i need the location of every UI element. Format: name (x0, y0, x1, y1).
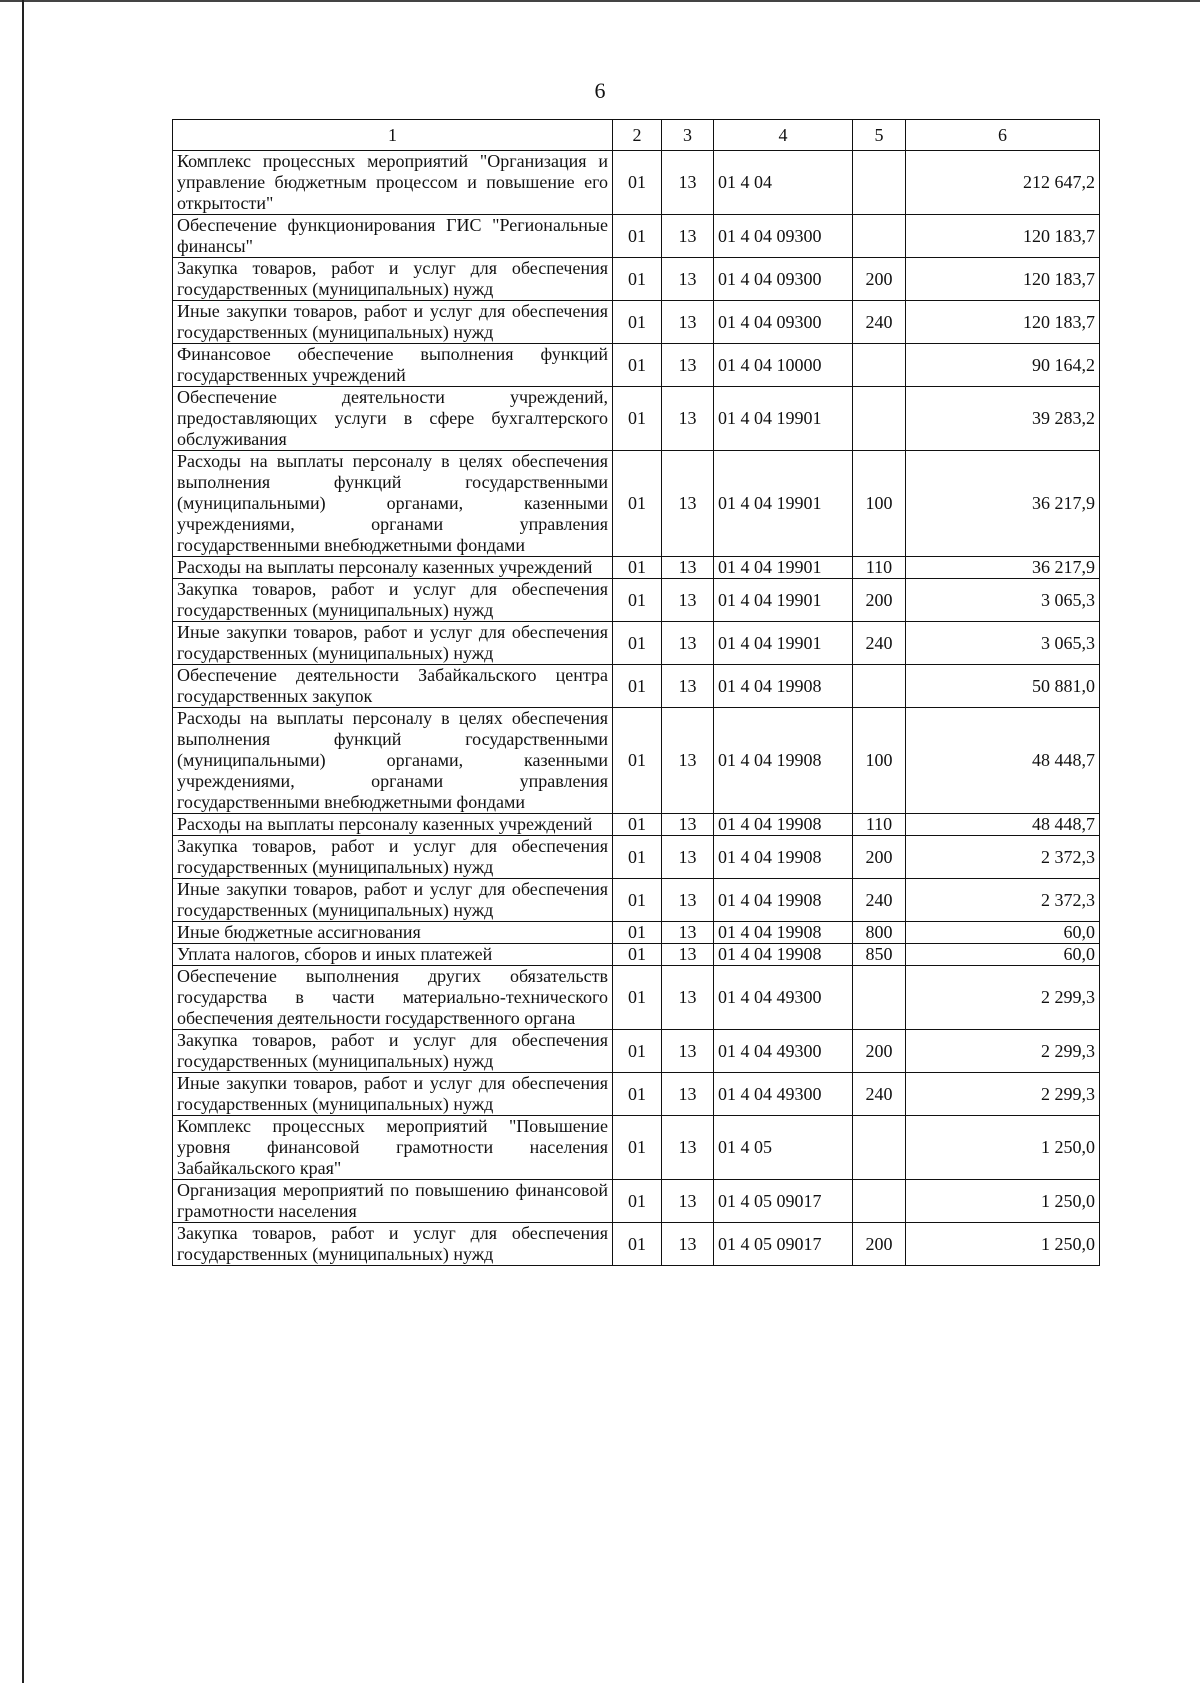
row-name-cell: Иные закупки товаров, работ и услуг для обеспечения государственных (муниципальных) нужд (173, 1073, 613, 1116)
row-target-article-cell: 01 4 04 09300 (714, 258, 853, 301)
row-subsection-cell: 13 (662, 1073, 714, 1116)
row-name-cell: Обеспечение выполнения других обязательств государства в части материально-технического обеспечения деятельности государственного органа (173, 966, 613, 1030)
row-name-cell: Расходы на выплаты персоналу казенных учреждений (173, 814, 613, 836)
row-section-cell: 01 (613, 344, 662, 387)
row-amount-cell: 90 164,2 (906, 344, 1100, 387)
row-amount-cell: 2 299,3 (906, 1030, 1100, 1073)
row-name-cell: Организация мероприятий по повышению финансовой грамотности населения (173, 1180, 613, 1223)
row-section-cell: 01 (613, 966, 662, 1030)
table-row (173, 966, 1100, 1030)
table-row (173, 665, 1100, 708)
row-expense-type-cell: 100 (853, 451, 906, 557)
row-section-cell: 01 (613, 814, 662, 836)
header-col-5: 5 (853, 120, 906, 151)
row-name-cell: Иные закупки товаров, работ и услуг для обеспечения государственных (муниципальных) нужд (173, 879, 613, 922)
row-name-cell: Расходы на выплаты персоналу в целях обеспечения выполнения функций государственными (муниципальными) органами, казенными учреждениями, органами управления государственными внебюджетными фондами (173, 708, 613, 814)
row-expense-type-cell: 200 (853, 579, 906, 622)
table-row (173, 1223, 1100, 1266)
table-row (173, 1180, 1100, 1223)
row-amount-cell: 2 299,3 (906, 966, 1100, 1030)
row-name-cell: Расходы на выплаты персоналу казенных учреждений (173, 557, 613, 579)
row-expense-type-cell: 110 (853, 814, 906, 836)
header-col-4: 4 (714, 120, 853, 151)
row-amount-cell: 3 065,3 (906, 622, 1100, 665)
table-row (173, 258, 1100, 301)
row-expense-type-cell: 200 (853, 258, 906, 301)
scan-edge-top (0, 0, 1200, 2)
row-amount-cell: 48 448,7 (906, 708, 1100, 814)
row-name-cell: Иные закупки товаров, работ и услуг для обеспечения государственных (муниципальных) нужд (173, 301, 613, 344)
row-subsection-cell: 13 (662, 215, 714, 258)
table-row (173, 922, 1100, 944)
row-subsection-cell: 13 (662, 1116, 714, 1180)
page-number: 6 (594, 78, 606, 103)
row-expense-type-cell (853, 344, 906, 387)
row-subsection-cell: 13 (662, 622, 714, 665)
row-target-article-cell: 01 4 04 19908 (714, 879, 853, 922)
row-subsection-cell: 13 (662, 344, 714, 387)
table-header-row (173, 120, 1100, 151)
row-amount-cell: 60,0 (906, 944, 1100, 966)
row-subsection-cell: 13 (662, 387, 714, 451)
header-col-2: 2 (613, 120, 662, 151)
row-subsection-cell: 13 (662, 879, 714, 922)
row-expense-type-cell: 240 (853, 1073, 906, 1116)
row-name-cell: Финансовое обеспечение выполнения функций государственных учреждений (173, 344, 613, 387)
row-subsection-cell: 13 (662, 151, 714, 215)
row-amount-cell: 1 250,0 (906, 1223, 1100, 1266)
table-row (173, 387, 1100, 451)
row-expense-type-cell (853, 1116, 906, 1180)
row-amount-cell: 2 372,3 (906, 836, 1100, 879)
header-col-1: 1 (173, 120, 613, 151)
row-expense-type-cell: 110 (853, 557, 906, 579)
table-row (173, 814, 1100, 836)
table-row (173, 215, 1100, 258)
row-section-cell: 01 (613, 1073, 662, 1116)
row-amount-cell: 48 448,7 (906, 814, 1100, 836)
row-expense-type-cell: 200 (853, 1030, 906, 1073)
row-amount-cell: 212 647,2 (906, 151, 1100, 215)
row-section-cell: 01 (613, 301, 662, 344)
row-target-article-cell: 01 4 04 19901 (714, 387, 853, 451)
row-name-cell: Закупка товаров, работ и услуг для обеспечения государственных (муниципальных) нужд (173, 836, 613, 879)
row-target-article-cell: 01 4 04 19908 (714, 814, 853, 836)
table-row (173, 301, 1100, 344)
table-row (173, 622, 1100, 665)
row-expense-type-cell (853, 387, 906, 451)
table-row (173, 1073, 1100, 1116)
row-section-cell: 01 (613, 879, 662, 922)
row-section-cell: 01 (613, 665, 662, 708)
row-target-article-cell: 01 4 04 19908 (714, 944, 853, 966)
table-row (173, 557, 1100, 579)
row-target-article-cell: 01 4 04 (714, 151, 853, 215)
row-section-cell: 01 (613, 1180, 662, 1223)
row-target-article-cell: 01 4 04 09300 (714, 301, 853, 344)
table-row (173, 836, 1100, 879)
row-expense-type-cell: 800 (853, 922, 906, 944)
table-row (173, 879, 1100, 922)
row-subsection-cell: 13 (662, 301, 714, 344)
row-expense-type-cell (853, 1180, 906, 1223)
row-name-cell: Комплекс процессных мероприятий "Повышение уровня финансовой грамотности населения Забайкальского края" (173, 1116, 613, 1180)
row-expense-type-cell: 200 (853, 1223, 906, 1266)
row-subsection-cell: 13 (662, 836, 714, 879)
row-amount-cell: 39 283,2 (906, 387, 1100, 451)
row-target-article-cell: 01 4 04 10000 (714, 344, 853, 387)
row-amount-cell: 1 250,0 (906, 1116, 1100, 1180)
row-section-cell: 01 (613, 215, 662, 258)
row-expense-type-cell: 100 (853, 708, 906, 814)
row-subsection-cell: 13 (662, 557, 714, 579)
row-expense-type-cell: 200 (853, 836, 906, 879)
row-name-cell: Обеспечение деятельности учреждений, предоставляющих услуги в сфере бухгалтерского обслуживания (173, 387, 613, 451)
row-target-article-cell: 01 4 04 19901 (714, 451, 853, 557)
row-subsection-cell: 13 (662, 451, 714, 557)
row-section-cell: 01 (613, 258, 662, 301)
row-amount-cell: 120 183,7 (906, 215, 1100, 258)
row-amount-cell: 2 372,3 (906, 879, 1100, 922)
row-section-cell: 01 (613, 151, 662, 215)
row-name-cell: Обеспечение деятельности Забайкальского центра государственных закупок (173, 665, 613, 708)
row-amount-cell: 3 065,3 (906, 579, 1100, 622)
table-row (173, 451, 1100, 557)
row-subsection-cell: 13 (662, 966, 714, 1030)
row-section-cell: 01 (613, 1030, 662, 1073)
row-amount-cell: 36 217,9 (906, 557, 1100, 579)
row-expense-type-cell (853, 665, 906, 708)
row-section-cell: 01 (613, 708, 662, 814)
budget-table (172, 119, 1100, 1266)
row-amount-cell: 120 183,7 (906, 301, 1100, 344)
row-target-article-cell: 01 4 04 19901 (714, 557, 853, 579)
row-subsection-cell: 13 (662, 922, 714, 944)
row-target-article-cell: 01 4 04 19901 (714, 622, 853, 665)
row-target-article-cell: 01 4 04 19908 (714, 708, 853, 814)
header-col-3: 3 (662, 120, 714, 151)
row-name-cell: Иные бюджетные ассигнования (173, 922, 613, 944)
row-section-cell: 01 (613, 557, 662, 579)
row-section-cell: 01 (613, 1223, 662, 1266)
row-target-article-cell: 01 4 04 19908 (714, 836, 853, 879)
row-target-article-cell: 01 4 04 49300 (714, 966, 853, 1030)
row-expense-type-cell (853, 966, 906, 1030)
row-section-cell: 01 (613, 451, 662, 557)
row-subsection-cell: 13 (662, 814, 714, 836)
row-target-article-cell: 01 4 04 49300 (714, 1030, 853, 1073)
row-name-cell: Закупка товаров, работ и услуг для обеспечения государственных (муниципальных) нужд (173, 258, 613, 301)
row-name-cell: Иные закупки товаров, работ и услуг для обеспечения государственных (муниципальных) нужд (173, 622, 613, 665)
row-subsection-cell: 13 (662, 708, 714, 814)
row-expense-type-cell (853, 151, 906, 215)
row-subsection-cell: 13 (662, 258, 714, 301)
row-target-article-cell: 01 4 04 19908 (714, 922, 853, 944)
row-amount-cell: 60,0 (906, 922, 1100, 944)
row-section-cell: 01 (613, 622, 662, 665)
table-row (173, 579, 1100, 622)
scan-edge-left (22, 0, 24, 1683)
row-target-article-cell: 01 4 05 09017 (714, 1180, 853, 1223)
row-amount-cell: 50 881,0 (906, 665, 1100, 708)
row-amount-cell: 1 250,0 (906, 1180, 1100, 1223)
table-row (173, 1030, 1100, 1073)
row-section-cell: 01 (613, 944, 662, 966)
row-expense-type-cell (853, 215, 906, 258)
row-amount-cell: 36 217,9 (906, 451, 1100, 557)
row-section-cell: 01 (613, 922, 662, 944)
row-subsection-cell: 13 (662, 1180, 714, 1223)
row-name-cell: Комплекс процессных мероприятий "Организация и управление бюджетным процессом и повышение его открытости" (173, 151, 613, 215)
row-amount-cell: 2 299,3 (906, 1073, 1100, 1116)
row-name-cell: Закупка товаров, работ и услуг для обеспечения государственных (муниципальных) нужд (173, 579, 613, 622)
table-row (173, 708, 1100, 814)
row-name-cell: Закупка товаров, работ и услуг для обеспечения государственных (муниципальных) нужд (173, 1030, 613, 1073)
row-subsection-cell: 13 (662, 579, 714, 622)
row-section-cell: 01 (613, 387, 662, 451)
row-expense-type-cell: 850 (853, 944, 906, 966)
row-target-article-cell: 01 4 04 09300 (714, 215, 853, 258)
row-target-article-cell: 01 4 05 (714, 1116, 853, 1180)
row-name-cell: Уплата налогов, сборов и иных платежей (173, 944, 613, 966)
row-target-article-cell: 01 4 04 19908 (714, 665, 853, 708)
row-amount-cell: 120 183,7 (906, 258, 1100, 301)
table-row (173, 1116, 1100, 1180)
row-target-article-cell: 01 4 04 19901 (714, 579, 853, 622)
row-name-cell: Расходы на выплаты персоналу в целях обеспечения выполнения функций государственными (муниципальными) органами, казенными учреждениями, органами управления государственными внебюджетными фондами (173, 451, 613, 557)
row-subsection-cell: 13 (662, 1030, 714, 1073)
row-section-cell: 01 (613, 579, 662, 622)
row-subsection-cell: 13 (662, 944, 714, 966)
row-section-cell: 01 (613, 1116, 662, 1180)
row-target-article-cell: 01 4 04 49300 (714, 1073, 853, 1116)
row-expense-type-cell: 240 (853, 622, 906, 665)
row-target-article-cell: 01 4 05 09017 (714, 1223, 853, 1266)
table-row (173, 151, 1100, 215)
row-subsection-cell: 13 (662, 665, 714, 708)
row-section-cell: 01 (613, 836, 662, 879)
row-name-cell: Обеспечение функционирования ГИС "Региональные финансы" (173, 215, 613, 258)
table-row (173, 344, 1100, 387)
row-expense-type-cell: 240 (853, 879, 906, 922)
budget-table-body (173, 120, 1100, 1266)
row-subsection-cell: 13 (662, 1223, 714, 1266)
row-name-cell: Закупка товаров, работ и услуг для обеспечения государственных (муниципальных) нужд (173, 1223, 613, 1266)
row-expense-type-cell: 240 (853, 301, 906, 344)
table-row (173, 944, 1100, 966)
header-col-6: 6 (906, 120, 1100, 151)
